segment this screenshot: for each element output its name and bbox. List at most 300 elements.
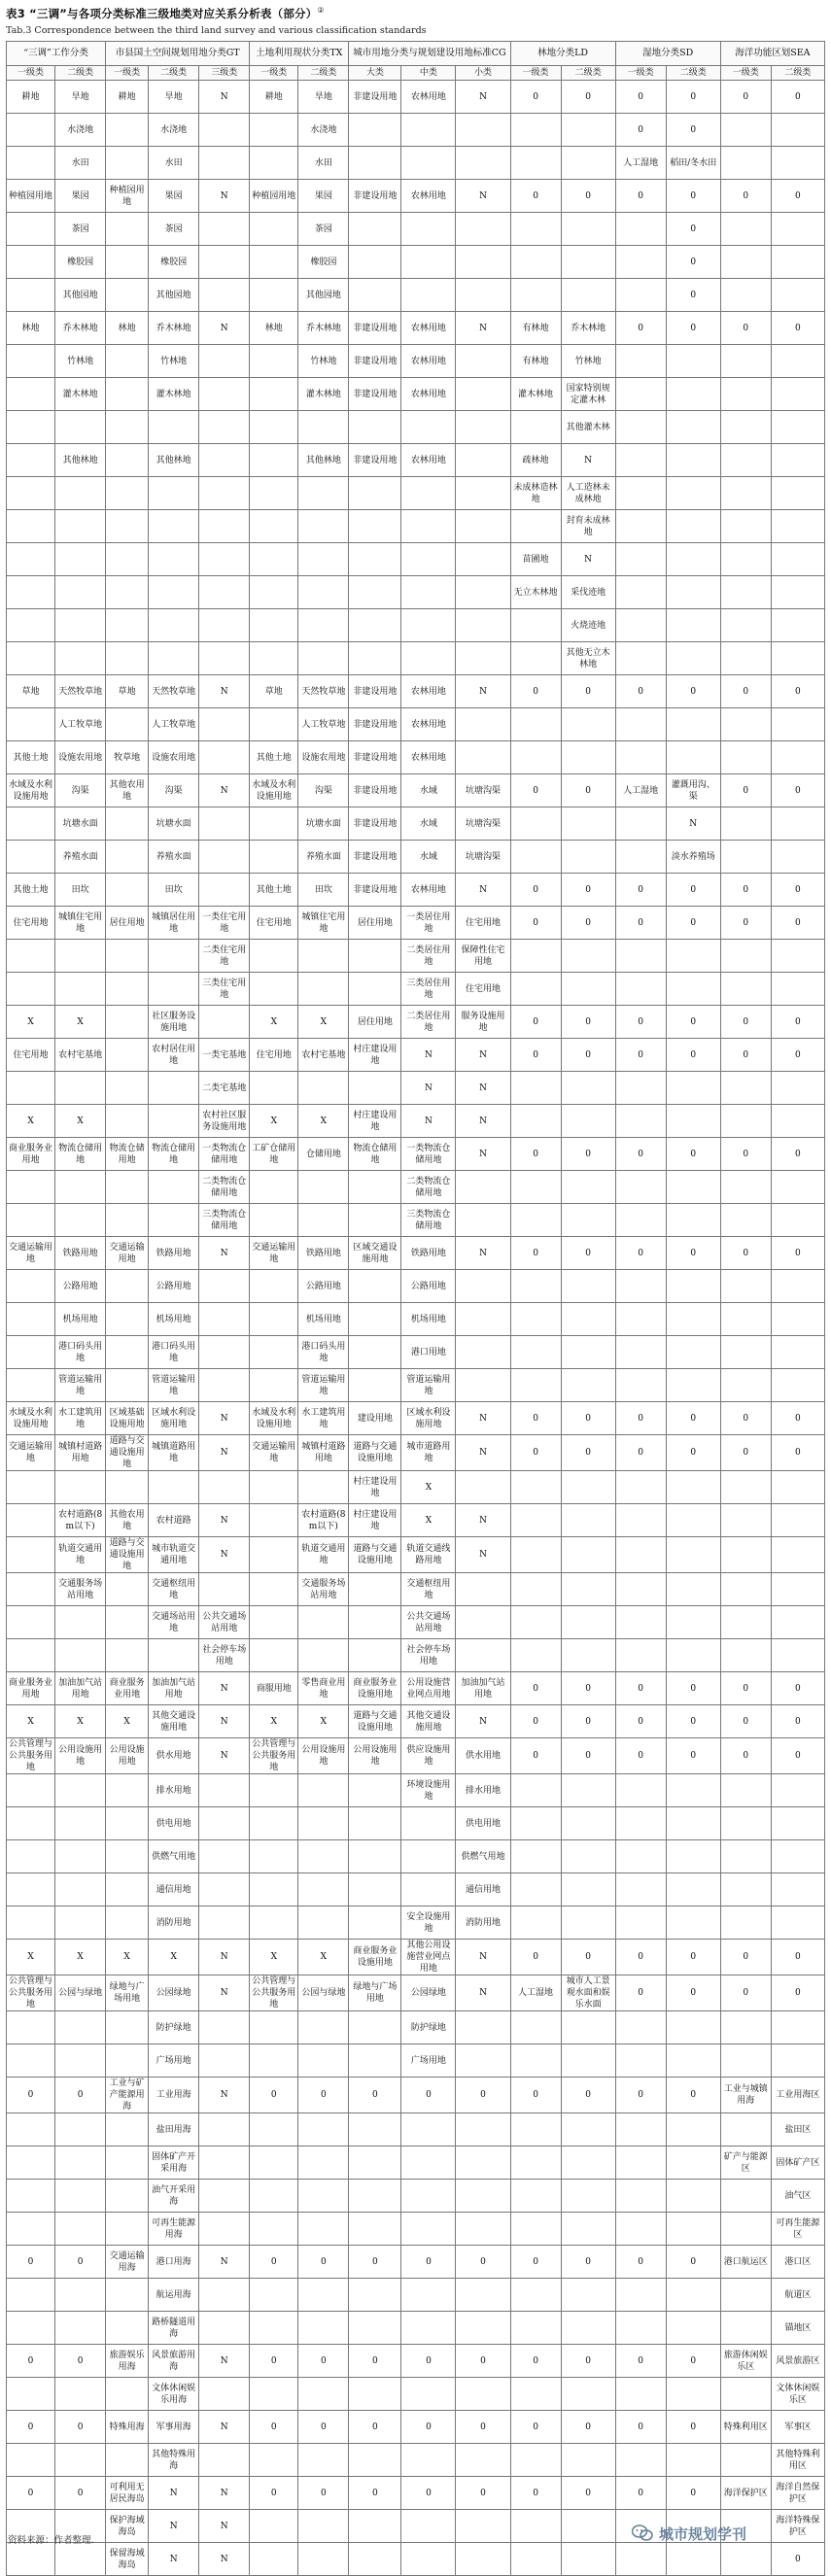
table-cell (298, 2312, 349, 2345)
table-cell: N (199, 774, 250, 807)
table-cell: 淡水养殖场 (666, 841, 720, 874)
table-cell: 盐田区 (771, 2113, 824, 2147)
table-cell: 种植园用地 (7, 180, 55, 213)
table-cell (561, 1171, 615, 1204)
table-cell (106, 2044, 149, 2078)
table-cell: 0 (615, 114, 666, 147)
table-cell: 城市道路用地 (401, 1435, 456, 1471)
table-cell: X (55, 1705, 106, 1738)
table-cell (510, 1504, 561, 1537)
table-cell: 0 (771, 180, 824, 213)
table-row (7, 642, 825, 675)
table-cell (250, 2543, 298, 2576)
table-cell (401, 510, 456, 543)
table-cell (250, 1303, 298, 1336)
table-row (7, 774, 825, 807)
table-cell: 0 (771, 1940, 824, 1975)
table-cell (510, 807, 561, 841)
table-cell: 农林用地 (401, 81, 456, 114)
table-cell (615, 510, 666, 543)
table-cell (615, 477, 666, 510)
table-cell: 居住用地 (349, 1006, 401, 1039)
table-cell (250, 1606, 298, 1639)
table-cell: 城镇村道路用地 (55, 1435, 106, 1471)
table-row (7, 2147, 825, 2180)
table-cell (7, 1504, 55, 1537)
table-cell (7, 1807, 55, 1840)
table-cell (7, 1369, 55, 1402)
table-cell (666, 1171, 720, 1204)
table-row (7, 2246, 825, 2279)
table-cell: N (199, 81, 250, 114)
table-row (7, 477, 825, 510)
table-cell (55, 2180, 106, 2213)
table-row (7, 1204, 825, 1237)
table-cell (250, 2113, 298, 2147)
table-cell: 绿地与广场用地 (349, 1975, 401, 2011)
table-cell: 航道区 (771, 2279, 824, 2312)
table-cell (720, 1270, 771, 1303)
table-cell (250, 246, 298, 279)
table-cell: 其他无立木林地 (561, 642, 615, 675)
table-cell: 沟渠 (149, 774, 199, 807)
table-cell (510, 2113, 561, 2147)
table-cell: 养殖水面 (298, 841, 349, 874)
table-cell (55, 642, 106, 675)
table-cell (349, 2279, 401, 2312)
table-cell (199, 1840, 250, 1873)
table-cell (55, 1171, 106, 1204)
table-cell: 0 (298, 2246, 349, 2279)
table-cell: 农林用地 (401, 741, 456, 774)
table-cell (106, 2011, 149, 2044)
table-cell (298, 2213, 349, 2246)
table-cell (666, 1072, 720, 1105)
table-cell: X (250, 1105, 298, 1138)
table-cell (720, 246, 771, 279)
table-cell (456, 2312, 510, 2345)
table-row (7, 1471, 825, 1504)
table-cell (720, 114, 771, 147)
table-cell (615, 2543, 666, 2576)
table-cell (720, 2180, 771, 2213)
table-cell: X (55, 1006, 106, 1039)
table-cell: 0 (720, 1738, 771, 1774)
table-cell (720, 378, 771, 411)
table-cell (456, 2510, 510, 2543)
table-cell: 0 (401, 2411, 456, 2444)
table-cell: X (7, 1006, 55, 1039)
table-cell: 交通运输用地 (7, 1237, 55, 1270)
table-cell: 0 (666, 81, 720, 114)
column-level-header: 一级类 (510, 66, 561, 81)
table-cell (55, 1471, 106, 1504)
table-cell (199, 1270, 250, 1303)
table-cell: 公路用地 (298, 1270, 349, 1303)
table-cell (771, 1336, 824, 1369)
table-cell (7, 2180, 55, 2213)
table-cell: 旱地 (298, 81, 349, 114)
table-cell: 0 (510, 1006, 561, 1039)
table-cell (666, 1303, 720, 1336)
table-row (7, 1738, 825, 1774)
table-cell: 0 (561, 1435, 615, 1471)
table-cell (349, 246, 401, 279)
table-cell: 水域及水利设施用地 (7, 774, 55, 807)
table-cell: N (561, 543, 615, 576)
table-cell (106, 841, 149, 874)
table-cell: 城镇村道路用地 (298, 1435, 349, 1471)
table-cell: 有林地 (510, 345, 561, 378)
table-cell (55, 1072, 106, 1105)
table-cell (401, 213, 456, 246)
table-cell (561, 1336, 615, 1369)
table-cell (55, 1840, 106, 1873)
table-cell: 公共管理与公共服务用地 (250, 1738, 298, 1774)
table-cell: 0 (615, 1672, 666, 1705)
table-cell: 0 (666, 2246, 720, 2279)
table-cell: 灌木林地 (510, 378, 561, 411)
table-cell: X (106, 1705, 149, 1738)
table-cell: 物流仓储用地 (149, 1138, 199, 1171)
table-cell: 交通场站用地 (149, 1606, 199, 1639)
table-cell (401, 576, 456, 609)
table-cell: 灌木林地 (298, 378, 349, 411)
table-row (7, 1435, 825, 1471)
table-cell: 0 (561, 2246, 615, 2279)
table-cell (771, 708, 824, 741)
table-cell: 0 (561, 2411, 615, 2444)
table-cell (771, 1537, 824, 1573)
table-cell (250, 2510, 298, 2543)
table-cell: 乔木林地 (55, 312, 106, 345)
table-cell: 无立木林地 (510, 576, 561, 609)
table-cell (199, 841, 250, 874)
table-cell (199, 2011, 250, 2044)
table-cell: 0 (720, 1138, 771, 1171)
table-cell: 有林地 (510, 312, 561, 345)
table-cell (199, 642, 250, 675)
table-cell: 0 (666, 2345, 720, 2378)
table-cell: 通信用地 (149, 1873, 199, 1906)
table-cell: N (149, 2510, 199, 2543)
column-level-header: 一级类 (250, 66, 298, 81)
table-cell (510, 1105, 561, 1138)
table-cell: X (298, 1105, 349, 1138)
table-cell (510, 1573, 561, 1606)
table-cell (666, 1573, 720, 1606)
table-cell: 绿地与广场用地 (106, 1975, 149, 2011)
table-cell: 水域及水利设施用地 (250, 1402, 298, 1435)
table-cell (7, 940, 55, 973)
table-cell (456, 576, 510, 609)
table-cell: 加油加气站用地 (149, 1672, 199, 1705)
table-cell: 竹林地 (55, 345, 106, 378)
table-cell: 物流仓储用地 (349, 1138, 401, 1171)
table-cell (666, 2011, 720, 2044)
table-cell (199, 609, 250, 642)
table-cell: 港口用地 (401, 1336, 456, 1369)
table-cell (298, 642, 349, 675)
table-cell (106, 708, 149, 741)
table-cell: 其他特殊用海 (149, 2444, 199, 2477)
table-cell: 固体矿产区 (771, 2147, 824, 2180)
table-cell (771, 741, 824, 774)
table-cell: 盐田用海 (149, 2113, 199, 2147)
table-cell: 其他林地 (149, 444, 199, 477)
table-cell: 0 (615, 907, 666, 940)
table-cell (771, 444, 824, 477)
table-cell: 可利用无居民海岛 (106, 2477, 149, 2510)
table-cell: 供水用地 (149, 1738, 199, 1774)
table-cell: X (7, 1705, 55, 1738)
table-cell: 农村道路(8m以下) (55, 1504, 106, 1537)
table-row (7, 708, 825, 741)
table-cell: 铁路用地 (298, 1237, 349, 1270)
table-cell (250, 1471, 298, 1504)
table-cell (106, 1105, 149, 1138)
table-cell (561, 1906, 615, 1940)
table-cell (456, 510, 510, 543)
table-cell: 0 (250, 2477, 298, 2510)
table-cell: 乔木林地 (561, 312, 615, 345)
table-cell (666, 1906, 720, 1940)
table-cell (199, 2312, 250, 2345)
table-cell (55, 940, 106, 973)
table-cell: N (199, 1705, 250, 1738)
table-cell (7, 1072, 55, 1105)
table-cell (298, 1639, 349, 1672)
table-cell: 军事区 (771, 2411, 824, 2444)
table-cell: 0 (510, 874, 561, 907)
table-cell (106, 1573, 149, 1606)
table-cell: N (199, 2477, 250, 2510)
table-cell: 0 (771, 2543, 824, 2576)
table-cell (349, 2011, 401, 2044)
table-cell: 农村道路 (149, 1504, 199, 1537)
table-cell: 草地 (7, 675, 55, 708)
table-cell (720, 444, 771, 477)
table-cell (250, 807, 298, 841)
table-cell: 橡胶园 (298, 246, 349, 279)
table-cell (561, 2279, 615, 2312)
table-cell: 油气区 (771, 2180, 824, 2213)
table-cell: 田坎 (298, 874, 349, 907)
table-cell (106, 2180, 149, 2213)
table-cell (615, 411, 666, 444)
table-cell (456, 246, 510, 279)
table-cell: 0 (615, 1402, 666, 1435)
table-cell: 0 (666, 114, 720, 147)
table-cell (666, 1105, 720, 1138)
table-cell (250, 1336, 298, 1369)
table-cell (199, 279, 250, 312)
table-cell: 0 (666, 2078, 720, 2113)
table-cell (7, 2113, 55, 2147)
table-cell (199, 1573, 250, 1606)
table-cell: N (456, 1705, 510, 1738)
table-cell (106, 642, 149, 675)
table-cell (615, 2113, 666, 2147)
table-cell (510, 940, 561, 973)
table-cell (615, 642, 666, 675)
table-row (7, 1975, 825, 2011)
table-cell (106, 807, 149, 841)
table-cell (666, 1807, 720, 1840)
table-cell: 三类物流仓储用地 (401, 1204, 456, 1237)
table-cell (298, 2011, 349, 2044)
table-cell: 0 (7, 2078, 55, 2113)
table-cell (510, 609, 561, 642)
table-row (7, 1006, 825, 1039)
table-cell (401, 2180, 456, 2213)
table-cell (666, 2312, 720, 2345)
table-cell (401, 147, 456, 180)
table-cell: 0 (771, 1975, 824, 2011)
table-cell: 0 (456, 2477, 510, 2510)
table-cell (615, 246, 666, 279)
table-cell: 公园与绿地 (298, 1975, 349, 2011)
table-cell (401, 2147, 456, 2180)
table-cell (349, 2510, 401, 2543)
table-cell: 保障性住宅用地 (456, 940, 510, 973)
table-cell: 特殊用海 (106, 2411, 149, 2444)
table-cell (615, 1840, 666, 1873)
table-cell (666, 2378, 720, 2411)
table-cell (720, 642, 771, 675)
table-cell: 可再生能源用海 (149, 2213, 199, 2246)
table-cell: 0 (615, 2411, 666, 2444)
table-cell: 其他林地 (298, 444, 349, 477)
table-cell (401, 2510, 456, 2543)
table-cell (456, 477, 510, 510)
table-cell (771, 1204, 824, 1237)
table-cell (456, 147, 510, 180)
table-cell (7, 147, 55, 180)
table-cell (561, 246, 615, 279)
table-cell (106, 2312, 149, 2345)
table-cell: 交通枢纽用地 (401, 1573, 456, 1606)
table-cell: N (199, 2246, 250, 2279)
table-cell: 0 (561, 2078, 615, 2113)
table-cell: 供应设施用地 (401, 1738, 456, 1774)
table-cell (771, 147, 824, 180)
table-cell: 住宅用地 (250, 1039, 298, 1072)
table-cell: N (199, 1975, 250, 2011)
table-cell (510, 1072, 561, 1105)
table-cell (349, 1606, 401, 1639)
column-level-header: 一级类 (106, 66, 149, 81)
table-cell (199, 1873, 250, 1906)
table-cell (349, 1072, 401, 1105)
table-cell: 管道运输用地 (149, 1369, 199, 1402)
table-row (7, 807, 825, 841)
table-cell (456, 1336, 510, 1369)
table-cell (250, 147, 298, 180)
table-cell (250, 1369, 298, 1402)
table-cell: 防护绿地 (401, 2011, 456, 2044)
table-row (7, 1504, 825, 1537)
table-cell (401, 2543, 456, 2576)
table-cell: 铁路用地 (149, 1237, 199, 1270)
table-cell: N (456, 1504, 510, 1537)
table-cell (250, 1807, 298, 1840)
table-cell (666, 1873, 720, 1906)
table-cell (199, 2378, 250, 2411)
table-cell: 人工造林未成林地 (561, 477, 615, 510)
table-cell: 养殖水面 (55, 841, 106, 874)
table-cell: 非建设用地 (349, 675, 401, 708)
table-cell: 0 (510, 1672, 561, 1705)
table-cell (615, 973, 666, 1006)
table-cell (298, 2180, 349, 2213)
table-cell: 0 (561, 675, 615, 708)
table-cell (561, 1639, 615, 1672)
table-cell (250, 609, 298, 642)
table-cell (349, 1573, 401, 1606)
table-cell (149, 1204, 199, 1237)
table-cell: N (199, 1940, 250, 1975)
table-cell: 灌木林地 (55, 378, 106, 411)
table-cell (666, 378, 720, 411)
table-cell: X (7, 1105, 55, 1138)
table-cell (199, 1006, 250, 1039)
table-cell (149, 510, 199, 543)
table-cell (250, 841, 298, 874)
table-cell: 二类居住用地 (401, 1006, 456, 1039)
table-cell: 非建设用地 (349, 81, 401, 114)
table-cell: 农村社区服务设施用地 (199, 1105, 250, 1138)
table-cell (615, 378, 666, 411)
table-cell: 安全设施用地 (401, 1906, 456, 1940)
table-cell (666, 1537, 720, 1573)
table-cell: N (199, 1504, 250, 1537)
table-cell: 排水用地 (149, 1774, 199, 1807)
table-cell (55, 1606, 106, 1639)
table-cell (615, 940, 666, 973)
table-cell: N (199, 1738, 250, 1774)
table-cell: 采伐迹地 (561, 576, 615, 609)
table-cell: 0 (720, 1705, 771, 1738)
table-cell: 0 (720, 1006, 771, 1039)
table-cell (510, 1369, 561, 1402)
table-cell: 村庄建设用地 (349, 1039, 401, 1072)
table-cell: 保留海域海岛 (106, 2543, 149, 2576)
table-row (7, 1402, 825, 1435)
table-cell (615, 1072, 666, 1105)
table-cell (349, 2180, 401, 2213)
table-cell (250, 1639, 298, 1672)
table-cell: 居住用地 (106, 907, 149, 940)
table-cell (250, 510, 298, 543)
table-cell (720, 345, 771, 378)
table-cell (510, 2312, 561, 2345)
table-cell (106, 345, 149, 378)
table-cell: 其他园地 (149, 279, 199, 312)
table-row (7, 2411, 825, 2444)
table-cell: 0 (561, 1237, 615, 1270)
table-cell (106, 1270, 149, 1303)
table-cell (771, 1573, 824, 1606)
table-caption (6, 6, 822, 36)
table-cell: 0 (666, 2477, 720, 2510)
table-cell (720, 1369, 771, 1402)
table-cell (615, 708, 666, 741)
table-cell: 其他土地 (7, 741, 55, 774)
table-cell: N (456, 180, 510, 213)
table-cell (250, 2044, 298, 2078)
table-cell (456, 2147, 510, 2180)
